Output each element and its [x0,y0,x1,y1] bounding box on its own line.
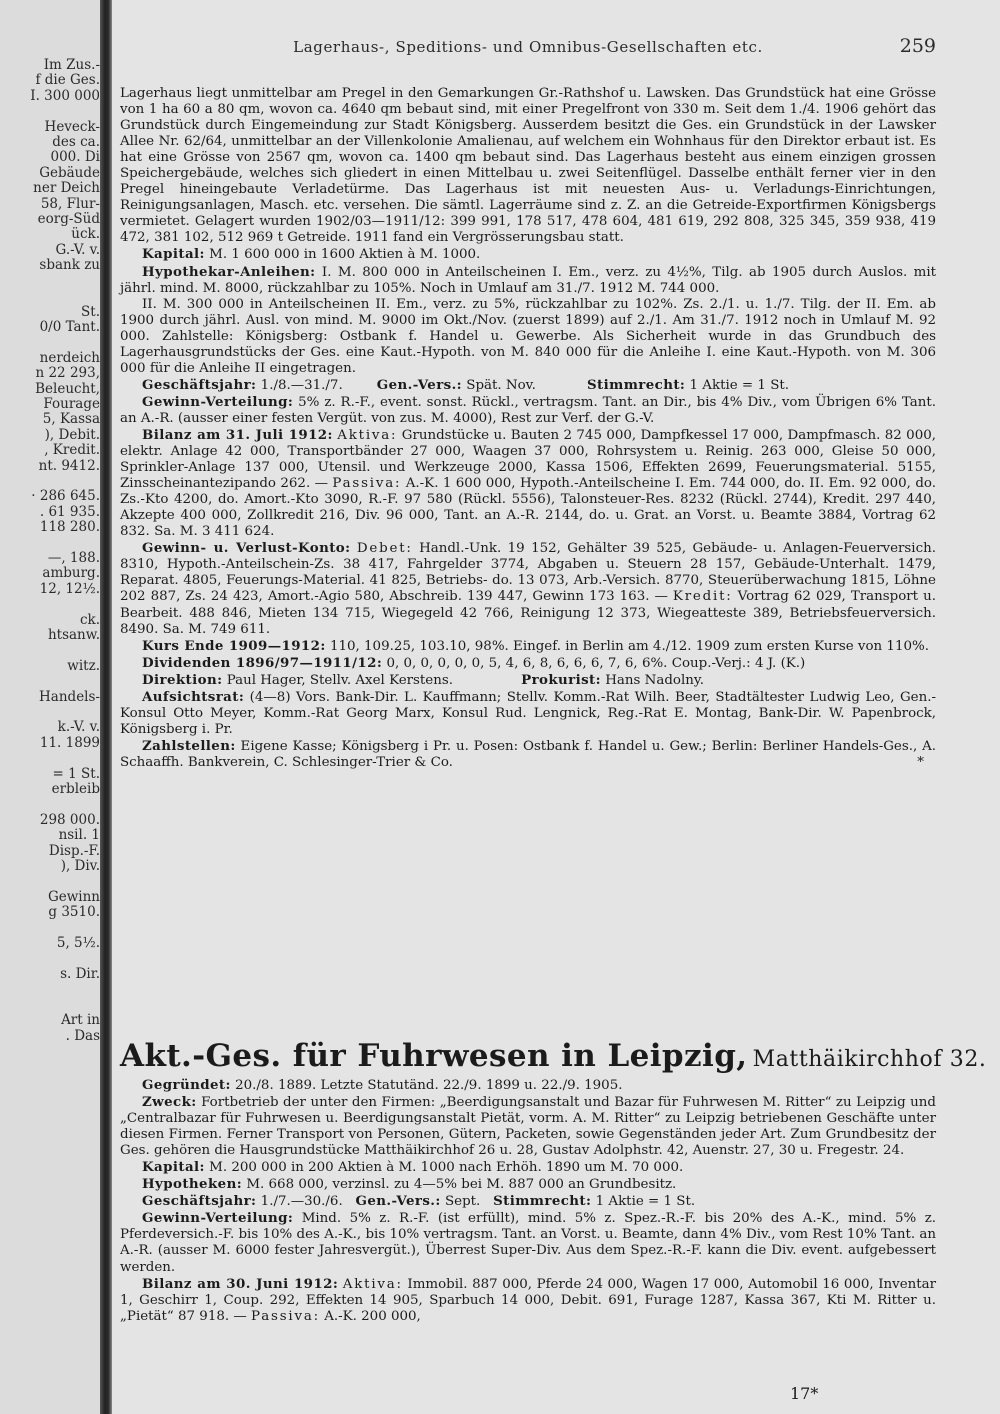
adjacent-text-fragment [0,335,100,350]
adjacent-text-fragment: 298 000. [39,811,100,828]
bilanz2-passiva-text: A.-K. 200 000, [324,1308,421,1324]
gewinn-verteilung-label: Gewinn-Verteilung: [142,393,294,410]
guv-debet-text: Handl.-Unk. 19 152, Gehälter 39 525, Gebäude- u. Anlagen-Feuerversich. 8310, Hypoth.-Anteilschein-Zs. 38 417, Fahrgelder 3774, Abgaben u. Steuern 28 157, Gebäude-Unterhalt. 1479, Reparat. 4805, Feuerungs-Material. 41 825, Betriebs- do. 13 073, Arb.-Versich. 8770, Steuerüberwachung 1815, Löhne 202 887, Zs. 24 423, Amort.-Agio 580, Abschreib. 139 447, Gewinn 173 163. — [120,541,936,605]
bilanz2-aktiva-text: Immobil. 887 000, Pferde 24 000, Wagen 17 000, Automobil 16 000, Inventar 1, Geschirr 1, Coup. 292, Effekten 14 905, Sparbuch 14 000, Debit. 691, Furage 1287, Kassa 367, Kti M. Ritter u. „Pietät“ 87 918. — [120,1276,937,1324]
adjacent-text-fragment: 5, 5½. [56,935,100,952]
kapital2-line [120,1159,936,1176]
gegruendet-text: 20./8. 1889. Letzte Statutänd. 22./9. 1899 u. 22./9. 1905. [235,1078,623,1093]
page-body [120,0,987,1414]
zweck-line [120,1094,936,1159]
prokurist-label: Prokurist: [521,671,601,688]
adjacent-text-fragment: amburg. [42,565,100,582]
gewinn-verteilung-text: 5% z. R.-F., event. sonst. Rückl., vertragsm. Tant. an Dir., bis 4% Div., vom Übrigen 6% Tant. an A.-R. (ausser einer festen Vergüt. von zus. M. 4000), Rest zur Verf. der G.-V. [120,394,937,426]
hypotheken-line [120,1176,936,1193]
adjacent-text-fragment: . Das [65,1027,100,1044]
adjacent-text-fragment: ), Debit. [44,426,100,443]
guv-label: Gewinn- u. Verlust-Konto: [142,540,351,557]
bilanz-passiva-label: Passiva: [332,476,402,492]
adjacent-text-fragment: 0/0 Tant. [39,318,100,335]
kapital-text: M. 1 600 000 in 1600 Aktien à M. 1000. [209,247,481,263]
guv-debet-label: Debet: [356,541,413,557]
gen-vers-text: Spät. Nov. [466,377,536,393]
bilanz-label: Bilanz am 31. Juli 1912: [142,426,333,443]
stimmrecht-text: 1 Aktie = 1 St. [689,377,789,393]
dividenden-text: 0, 0, 0, 0, 0, 0, 5, 4, 6, 8, 6, 6, 6, 7, 6, 6%. Coup.-Verj.: 4 J. (K.) [386,655,806,671]
page-number: 259 [899,35,936,57]
geschaeftsjahr-text: 1./8.—31./7. [260,377,343,393]
adjacent-text-fragment: 118 280. [39,519,100,536]
gewinn-verteilung2 [120,1210,936,1275]
bilanz2-aktiva-label: Aktiva: [342,1276,403,1292]
adjacent-text-fragment: witz. [67,657,100,674]
adjacent-text-fragment [0,274,100,289]
dividenden-line [120,655,936,672]
adjacent-text-fragment: nerdeich [39,349,100,366]
adjacent-text-fragment [0,643,100,658]
gen-vers2-text: Sept. [444,1194,481,1210]
adjacent-text-fragment: erbleib [51,781,100,798]
geschaeftsjahr2-text: 1./7.—30./6. [260,1194,343,1210]
gewinn-verteilung [120,394,936,427]
zahlstellen-text: Eigene Kasse; Königsberg i Pr. u. Posen: Ostbank f. Handel u. Gew.; Berlin: Berliner Handels-Ges., A. Schaaffh. Bankverein, C. Schlesinger-Trier & Co. [120,738,936,770]
bilanz2-label: Bilanz am 30. Juni 1912: [142,1275,339,1292]
adjacent-text-fragment: ner Deich [33,180,100,197]
running-head-title: Lagerhaus-, Speditions- und Omnibus-Gesellschaften etc. [293,38,763,56]
adjacent-text-fragment [0,705,100,720]
hypothekar-label: Hypothekar-Anleihen: [142,263,316,280]
kapital-line [120,246,936,263]
gen-vers-label: Gen.-Vers.: [376,376,462,393]
entry-intro: Lagerhaus liegt unmittelbar am Pregel in den Gemarkungen Gr.-Rathshof u. Lawsken. Das Grundstück hat eine Grösse von 1 ha 60 a 80 qm, wovon ca. 4640 qm bebaut sind, mit einer Pregelfront von 330 m. Seit dem 1./4. 1906 gehört das Grundstück durch Eingemeindung zur Stadt Königsberg. Ausserdem besitzt die Ges. ein Grundstück in der Lawsker Allee Nr. 62/64, unmittelbar an der Villenkolonie Amalienau, auf welchem ein Wohnhaus für den Direktor erbaut ist. Es hat eine Grösse von 2567 qm, wovon ca. 1400 qm bebaut sind. Das Lagerhaus besteht aus einem einzigen grossen Speichergebäude, welches sich gliedert in einen Mittelbau u. zwei Seitenflügel. Dasselbe enthält ferner vier in den Pregel hineingebaute Verladetürme. Das Lagerhaus ist mit neuesten Aus- u. Verladungs-Einrichtungen, Reinigungsanlagen, Masch. etc. versehen. Die sämtl. Lagerräume sind z. Z. an die Getreide-Exportfirmen Königsbergs vermietet. Gelagert wurden 1902/03—1911/12: 399 991, 178 517, 478 604, 481 619, 292 808, 325 345, 359 938, 419 472, 381 102, 512 969 t Getreide. 1911 fand ein Vergrösserungsbau statt. [120,86,936,246]
hypotheken-text: M. 668 000, verzinsl. zu 4—5% bei M. 887 000 an Grundbesitz. [246,1177,677,1193]
adjacent-text-fragment: eorg-Süd [37,211,100,228]
adjacent-text-fragment: Disp.-F. [48,842,100,859]
adjacent-text-fragment [0,597,100,612]
adjacent-text-fragment [0,751,100,766]
aufsichtsrat-label: Aufsichtsrat: [142,688,245,705]
company-address: Matthäikirchhof 32. [752,1047,987,1072]
kapital2-label: Kapital: [142,1159,205,1176]
adjacent-text-fragment [0,536,100,551]
bilanz [120,427,936,540]
gewinn-verlust-konto [120,540,936,637]
adjacent-text-fragment [0,952,100,967]
adjacent-text-fragment: St. [81,303,100,320]
adjacent-text-fragment: g 3510. [48,904,100,921]
running-head [120,35,936,62]
adjacent-text-fragment: Im Zus.- [43,58,100,73]
adjacent-text-fragment: , Kredit. [44,442,100,459]
adjacent-text-fragment: Fourage [43,395,100,412]
gen-vers2-label: Gen.-Vers.: [355,1193,441,1210]
geschaeftsjahr-label: Geschäftsjahr: [142,376,257,393]
adjacent-text-fragment: Gebäude [39,164,100,181]
kurs-label: Kurs Ende 1909—1912: [142,637,326,654]
bilanz2 [120,1276,936,1325]
hypotheken-label: Hypotheken: [142,1176,243,1193]
bilanz-aktiva-text: Grundstücke u. Bauten 2 745 000, Dampfkessel 17 000, Dampfmasch. 82 000, elektr. Anlage 42 000, Transportbänder 27 000, Waagen 37 000, Rohrsystem u. Reinig. 263 000, Gleise 50 000, Sprinkler-Anlage 137 000, Utensil. und Werkzeuge 2000, Kassa 1506, Effekten 2699, Feuerungsmaterial. 5155, Zinsscheinantezipando 262. — [120,427,936,492]
adjacent-text-fragment: —, 188. [47,550,100,566]
kapital-label: Kapital: [142,246,205,263]
adjacent-text-fragment: s. Dir. [60,965,100,982]
adjacent-text-fragment: · 286 645. [31,488,100,505]
zweck-text: Fortbetrieb der unter den Firmen: „Beerdigungsanstalt und Bazar für Fuhrwesen M. Ritter“ zu Leipzig und „Centralbazar für Fuhrwesen u. Beerdigungsanstalt Pietät, vorm. A. M. Ritter“ zu Leipzig betriebenen Geschäfte unter diesen Firmen. Ferner Transport von Personen, Gütern, Packeten, sowie Gegenständen jeder Art. Zum Grundbesitz der Ges. gehören die Hausgrundstücke Matthäikirchhof 26 u. 28, Gustav Adolphstr. 42, Auenstr. 27, 30 u. Fregestr. 24. [120,1095,936,1159]
adjacent-text-fragment: ck. [79,611,100,628]
adjacent-text-fragment [0,998,100,1013]
stimmrecht2-label: Stimmrecht: [493,1193,592,1210]
hypothekar-text: I. M. 800 000 in Anteilscheinen I. Em., verz. zu 4½%, Tilg. ab 1905 durch Auslos. mit jährl. mind. M. 8000, rückzahlbar zu 105%. Noch in Umlauf am 31./7. 1912 M. 744 000. [120,264,936,296]
adjacent-text-fragment: f die Ges. [35,72,100,89]
adjacent-text-fragment: des ca. [52,134,100,151]
adjacent-text-fragment: sbank zu [39,257,100,274]
sheet-signature: 17* [790,1384,819,1403]
adjacent-text-fragment: I. 300 000 [30,87,100,104]
company-name: Akt.-Ges. für Fuhrwesen in Leipzig, [120,1038,748,1074]
adjacent-text-fragment: 12, 12½. [39,580,100,597]
adjacent-page-strip [0,0,100,1414]
adjacent-text-fragment [0,798,100,813]
book-gutter [100,0,112,1414]
bilanz2-passiva-label: Passiva: [251,1308,320,1324]
adjacent-text-fragment: n 22 293, [35,365,100,382]
aufsichtsrat-line [120,689,936,738]
adjacent-text-fragment: htsanw. [47,627,100,644]
direktion-text: Paul Hager, Stellv. Axel Kerstens. [226,672,453,688]
end-asterisk: * [917,754,924,770]
zweck-label: Zweck: [142,1094,197,1111]
entry-koenigsberg-lagerhaus [120,86,936,771]
adjacent-text-fragment [0,674,100,689]
aufsichtsrat-text: (4—8) Vors. Bank-Dir. L. Kauffmann; Stellv. Komm.-Rat Wilh. Beer, Stadtältester Ludwig Leo, Gen.-Konsul Otto Meyer, Komm.-Rat Georg Marx, Konsul Rud. Lengnick, Reg.-Rat E. Montag, Bank-Dir. W. Papenbrock, Königsberg i. Pr. [120,689,936,737]
entry-leipzig-fuhrwesen [120,1077,936,1325]
geschaeftsjahr-line [120,377,936,394]
adjacent-text-fragment: Beleucht, [35,380,100,397]
gewinn-verteilung2-label: Gewinn-Verteilung: [142,1210,294,1227]
adjacent-page-text [0,58,100,1044]
gewinn-verteilung2-text: Mind. 5% z. R.-F. (ist erfüllt), mind. 5% z. Spez.-R.-F. bis 20% des A.-K., mind. 5% z. Pferdeversich.-F. bis 10% des A.-K., bis 10% vertragsm. Tant. an Vorst. u. Beamte, dann 4% Div., vom Rest 10% Tant. an A.-R. (ausser M. 6000 fester Jahresvergüt.), Überrest Super-Div. Aus dem Spez.-R.-F. kann die Div. event. aufgebessert werden. [120,1211,936,1275]
geschaeftsjahr2-label: Geschäftsjahr: [142,1193,257,1210]
zahlstellen-label: Zahlstellen: [142,737,236,754]
hypothekar-anleihe-ii: II. M. 300 000 in Anteilscheinen II. Em., verz. zu 5%, rückzahlbar zu 102%. Zs. 2./1. u. 1./7. Tilg. der II. Em. ab 1900 durch jährl. Ausl. von mind. M. 9000 im Okt./Nov. (zuerst 1899) auf 2./1. Am 31./7. 1912 noch in Umlauf M. 92 000. Zahlstelle: Königsberg: Ostbank f. Handel u. Gewerbe. Als Sicherheit wurde in das Grundbuch des Lagerhausgrundstücks der Ges. eine Kaut.-Hypoth. von M. 840 000 für die Anleihe I. eine Kaut.-Hypoth. von M. 306 000 für die Anleihe II eingetragen. [120,296,936,376]
adjacent-text-fragment: k.-V. v. [57,719,100,736]
geschaeftsjahr2-line [120,1193,936,1210]
adjacent-text-fragment [0,474,100,489]
stimmrecht-label: Stimmrecht: [586,376,686,393]
adjacent-text-fragment: = 1 St. [52,765,100,782]
adjacent-text-fragment [0,921,100,936]
adjacent-text-fragment: Handels- [39,688,100,705]
kurs-line [120,638,936,655]
direktion-line [120,672,936,689]
hypothekar-anleihen [120,264,936,297]
adjacent-text-fragment: nt. 9412. [38,457,100,474]
dividenden-label: Dividenden 1896/97—1911/12: [142,654,383,671]
adjacent-text-fragment: Art in [61,1012,100,1029]
guv-kredit-text: Vortrag 62 029, Transport u. Bearbeit. 488 846, Mieten 134 715, Wiegegeld 42 766, Reinigung 12 373, Wiegeatteste 389, Betriebsfeuerversich. 8490. Sa. M. 749 611. [120,589,936,637]
zahlstellen-line [120,738,936,771]
stimmrecht2-text: 1 Aktie = 1 St. [595,1194,696,1210]
adjacent-text-fragment: 5, Kassa [42,411,100,428]
company-headline [120,1038,987,1078]
kurs-text: 110, 109.25, 103.10, 98%. Eingef. in Berlin am 4./12. 1909 zum ersten Kurse von 110%. [329,638,929,654]
adjacent-text-fragment: ück. [71,226,100,243]
adjacent-text-fragment: 58, Flur- [40,195,100,212]
adjacent-text-fragment [0,104,100,119]
adjacent-text-fragment: G.-V. v. [55,241,100,258]
prokurist-text: Hans Nadolny. [605,672,704,688]
adjacent-text-fragment: nsil. 1 [58,827,100,844]
gegruendet-label: Gegründet: [142,1077,231,1093]
adjacent-text-fragment: 000. Di [50,149,100,166]
adjacent-text-fragment: ), Div. [60,858,100,875]
bilanz-aktiva-label: Aktiva: [337,427,398,443]
adjacent-text-fragment: . 61 935. [39,503,100,520]
adjacent-text-fragment [0,982,100,997]
adjacent-text-fragment: 11. 1899 [39,734,100,751]
kapital2-text: M. 200 000 in 200 Aktien à M. 1000 nach Erhöh. 1890 um M. 70 000. [209,1160,684,1176]
adjacent-text-fragment: Heveck- [44,118,100,135]
adjacent-text-fragment: Gewinn [47,888,100,905]
bilanz-passiva-text: A.-K. 1 600 000, Hypoth.-Anteilscheine I. Em. 744 000, do. II. Em. 92 000, do. Zs.-Kto 4200, do. Amort.-Kto 3090, R.-F. 97 580 (Rückl. 5556), Talonsteuer-Res. 8232 (Rückl. 2744), Kredit. 297 440, Akzepte 400 000, Zollkredit 216, Div. 96 000, Tant. an A.-R. 2144, do. u. Grat. an Vorst. u. Beamte 3884, Vortrag 62 832. Sa. M. 3 411 624. [120,476,937,540]
adjacent-text-fragment [0,875,100,890]
direktion-label: Direktion: [142,671,223,688]
gegruendet-line [120,1077,936,1094]
adjacent-text-fragment [0,289,100,304]
guv-kredit-label: Kredit: [672,589,733,605]
